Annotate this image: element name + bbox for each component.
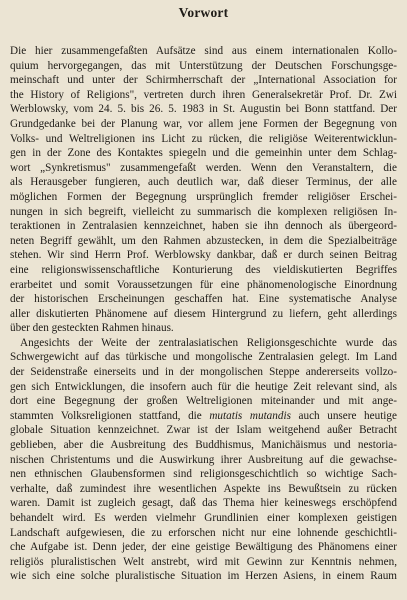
text-line: nischen Christentums und die Auswirkung ihrer Ausbreitung auf die gewachse- <box>10 453 397 466</box>
paragraph-1 <box>10 44 397 336</box>
text-line: aller diskutierten Phänomene auf diesem Hintergrund zu liefern, geht allerdings <box>10 307 397 320</box>
text-line: dort eine Begegnung der großen Weltreligionen miteinander und mit angе- <box>10 395 397 408</box>
text-line: als Herausgeber fungieren, auch deutlich war, daß dieser Terminus, der alle <box>10 176 397 189</box>
text-line: eine religionswissenschaftliche Konturierung des vieldiskutierten Begriffes <box>10 263 397 276</box>
text-line: Landschaft aufgewiesen, die zu erforschen nicht nur eine lohnende geschichtli- <box>10 526 397 539</box>
text-line: wie sich eine solche pluralistische Situation im Herzen Asiens, in einem Raum <box>10 570 397 583</box>
text-line: der Seidenstraße einerseits und in der mongolischen Steppe andererseits vollzo- <box>10 366 397 379</box>
text-line: Grundgedanke bei der Planung war, vor allem jene Formen der Begegnung von <box>10 117 397 130</box>
text-line: wort „Synkretismus" zusammengefaßt werden. Wenn den Veranstaltern, die <box>10 161 397 174</box>
paragraph-2 <box>10 336 397 584</box>
text-line: verhalte, daß zumindest ihre wesentlichen Aspekte ins Bewußtsein zu rücken <box>10 482 397 495</box>
text-line: religiös pluralistischen Welt anstrebt, wird mit Gewinn zur Kenntnis nehmen, <box>10 555 397 568</box>
text-line: möglichen Formen der Begegnung ursprünglich fremder religiöser Erschei- <box>10 190 397 203</box>
text-line: behandelt wird. Es werden vielmehr Grundlinien einer komplexen geistigen <box>10 512 397 524</box>
text-line: teraktionen in Zentralasien kennzeichnet, haben sie ihn dennoch als übergeord- <box>10 220 397 233</box>
italic-phrase: mutatis mutandis <box>209 409 291 422</box>
text-line: nungen in sich begreift, vielleicht zu summarisch die komplexen religiösen In- <box>10 205 397 218</box>
text-line: nen ethnischen Glaubensformen sind religionsgeschichtlich so wichtige Sach- <box>10 468 397 481</box>
text-line: neten Begriff gewählt, um den Rahmen abzustecken, in dem die Spezialbeiträge <box>10 234 397 247</box>
text-line: stehen. Wir sind Herrn Prof. Werblowsky dankbar, daß er durch seinen Beitrag <box>10 249 397 262</box>
text-line: globale Situation kennzeichnet. Zwar ist der Islam weitgehend außer Betracht <box>10 424 397 437</box>
text-line: gen sich Entwicklungen, die insofern auch für die heutige Zeit relevant sind, als <box>10 380 397 393</box>
text-line: the History of Religions", vertreten durch ihren Generalsekretär Prof. Dr. Zwi <box>10 88 397 101</box>
text-line: über den gesteckten Rahmen hinaus. <box>10 322 174 335</box>
text-line: gen in der Zone des Kontaktes spiegeln und die gemeinhin unter dem Schlag- <box>10 147 397 160</box>
text-line: der historischen Erscheinungen geschaffen hat. Eine systematische Analyse <box>10 293 397 306</box>
text-line: Die hier zusammengefaßten Aufsätze sind aus einem internationalen Kollo- <box>10 45 397 57</box>
text-line: waren. Damit ist zugleich gesagt, daß das Thema hier keineswegs erschöpfend <box>10 497 397 510</box>
text-line: che Aufgabe ist. Denn jeder, der eine geistige Bewältigung des Phänomens einer <box>10 541 397 554</box>
text-line: Volks- und Weltreligionen ins Licht zu rücken, die religiöse Weiterentwicklun- <box>10 132 397 145</box>
text-line: quium hervorgegangen, das mit Unterstützung der Deutschen Forschungsge- <box>10 59 397 72</box>
text-line: Schwergewicht auf das türkische und mongolische Zentralasien gelegt. Im Land <box>10 351 397 364</box>
text-line: meinschaft und unter der Schirmherrschaft der „International Association for <box>10 74 397 87</box>
text-line: Angesichts der Weite der zentralasiatischen Religionsgeschichte wurde das <box>20 336 397 349</box>
text-line: erarbeitet und somit Voraussetzungen für eine phänomenologische Einordnung <box>10 278 397 291</box>
text-line: Werblowsky, vom 24. 5. bis 26. 5. 1983 in St. Augustin bei Bonn stattfand. Der <box>10 103 397 116</box>
text-line: geblieben, aber die Ausbreitung des Buddhismus, Manichäismus und nestoria- <box>10 439 397 452</box>
page-heading: Vorwort <box>178 5 229 20</box>
text-line: stammten Volksreligionen stattfand, die mutatis mutandis auch unsere heutige <box>10 409 397 422</box>
